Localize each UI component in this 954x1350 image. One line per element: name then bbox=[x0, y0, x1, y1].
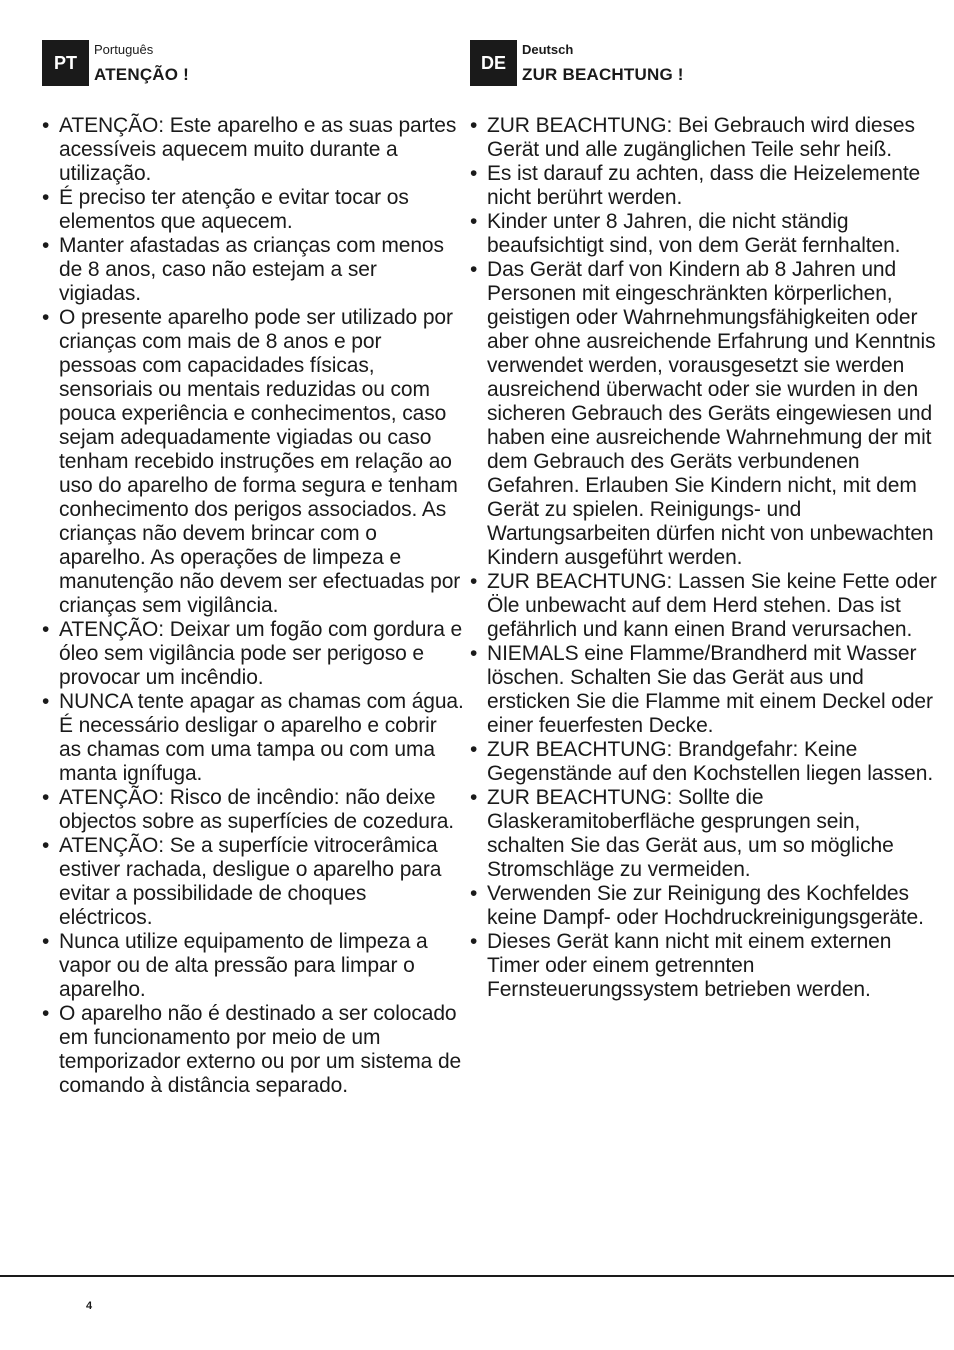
list-item: • ZUR BEACHTUNG: Sollte die Glaskeramitoberfläche gesprungen sein, schalten Sie das Gerät aus, um so mögliche Stromschläge zu vermeiden. bbox=[470, 786, 940, 882]
language-badge-pt: PT bbox=[42, 40, 89, 86]
list-item: • ATENÇÃO: Este aparelho e as suas partes acessíveis aquecem muito durante a utilização. bbox=[42, 114, 464, 186]
list-item: • ATENÇÃO: Risco de incêndio: não deixe objectos sobre as superfícies de cozedura. bbox=[42, 786, 464, 834]
warning-list-pt bbox=[42, 114, 464, 1098]
section-heading-de: ZUR BEACHTUNG ! bbox=[522, 65, 684, 84]
column-german bbox=[470, 40, 937, 1001]
list-item: • Manter afastadas as crianças com menos de 8 anos, caso não estejam a ser vigiadas. bbox=[42, 234, 464, 306]
column-portuguese bbox=[42, 40, 464, 1097]
list-item: • ZUR BEACHTUNG: Brandgefahr: Keine Gegenstände auf den Kochstellen liegen lassen. bbox=[470, 738, 940, 786]
list-item: • ZUR BEACHTUNG: Lassen Sie keine Fette oder Öle unbewacht auf dem Herd stehen. Das ist gefährlich und kann einen Brand verursachen. bbox=[470, 570, 940, 642]
section-header-pt bbox=[42, 40, 454, 90]
list-item: • Nunca utilize equipamento de limpeza a vapor ou de alta pressão para limpar o aparelho. bbox=[42, 930, 464, 1002]
list-item: • É preciso ter atenção e evitar tocar os elementos que aquecem. bbox=[42, 186, 464, 234]
language-badge-de: DE bbox=[470, 40, 517, 86]
section-header-de bbox=[470, 40, 930, 90]
warning-list-de bbox=[470, 114, 940, 1002]
footer-divider bbox=[0, 1275, 954, 1277]
list-item: • NUNCA tente apagar as chamas com água. É necessário desligar o aparelho e cobrir as chamas com uma tampa ou com uma manta ignífuga. bbox=[42, 690, 464, 786]
list-item: • Das Gerät darf von Kindern ab 8 Jahren und Personen mit eingeschränkten körperlichen, geistigen oder Wahrnehmungsfähigkeiten oder aber ohne ausreichende Erfahrung und Kenntnis verwendet werden, vorausgesetzt sie werden ausreichend überwacht oder sie wurden in den sicheren Gebrauch des Geräts eingewiesen und haben eine ausreichende Wahrnehmung der mit dem Gebrauch des Geräts verbundenen Gefahren. Erlauben Sie Kindern nicht, mit dem Gerät zu spielen. Reinigungs- und Wartungsarbeiten dürfen nicht von unbewachten Kindern ausgeführt werden. bbox=[470, 258, 940, 570]
section-heading-pt: ATENÇÃO ! bbox=[94, 65, 189, 84]
language-name-pt: Português bbox=[94, 42, 154, 57]
list-item: • NIEMALS eine Flamme/Brandherd mit Wasser löschen. Schalten Sie das Gerät aus und ersticken Sie die Flamme mit einem Deckel oder einer feuerfesten Decke. bbox=[470, 642, 940, 738]
list-item: • Kinder unter 8 Jahren, die nicht ständig beaufsichtigt sind, von dem Gerät fernhalten. bbox=[470, 210, 940, 258]
list-item: • Verwenden Sie zur Reinigung des Kochfeldes keine Dampf- oder Hochdruckreinigungsgeräte. bbox=[470, 882, 940, 930]
list-item: • ATENÇÃO: Deixar um fogão com gordura e óleo sem vigilância pode ser perigoso e provocar um incêndio. bbox=[42, 618, 464, 690]
list-item: • Dieses Gerät kann nicht mit einem externen Timer oder einem getrennten Fernsteuerungssystem betrieben werden. bbox=[470, 930, 940, 1002]
list-item: • O presente aparelho pode ser utilizado por crianças com mais de 8 anos e por pessoas com capacidades físicas, sensoriais ou mentais reduzidas ou com pouca experiência e conhecimentos, caso sejam adequadamente vigiadas ou caso tenham recebido instruções em relação ao uso do aparelho de forma segura e tenham conhecimento dos perigos associados. As crianças não devem brincar com o aparelho. As operações de limpeza e manutenção não devem ser efectuadas por crianças sem vigilância. bbox=[42, 306, 464, 618]
list-item: • ZUR BEACHTUNG: Bei Gebrauch wird dieses Gerät und alle zugänglichen Teile sehr heiß. bbox=[470, 114, 940, 162]
list-item: • O aparelho não é destinado a ser colocado em funcionamento por meio de um temporizador externo ou por um sistema de comando à distância separado. bbox=[42, 1002, 464, 1098]
language-name-de: Deutsch bbox=[522, 42, 574, 57]
list-item: • Es ist darauf zu achten, dass die Heizelemente nicht berührt werden. bbox=[470, 162, 940, 210]
page-number: 4 bbox=[86, 1300, 93, 1312]
list-item: • ATENÇÃO: Se a superfície vitrocerâmica estiver rachada, desligue o aparelho para evitar a possibilidade de choques eléctricos. bbox=[42, 834, 464, 930]
